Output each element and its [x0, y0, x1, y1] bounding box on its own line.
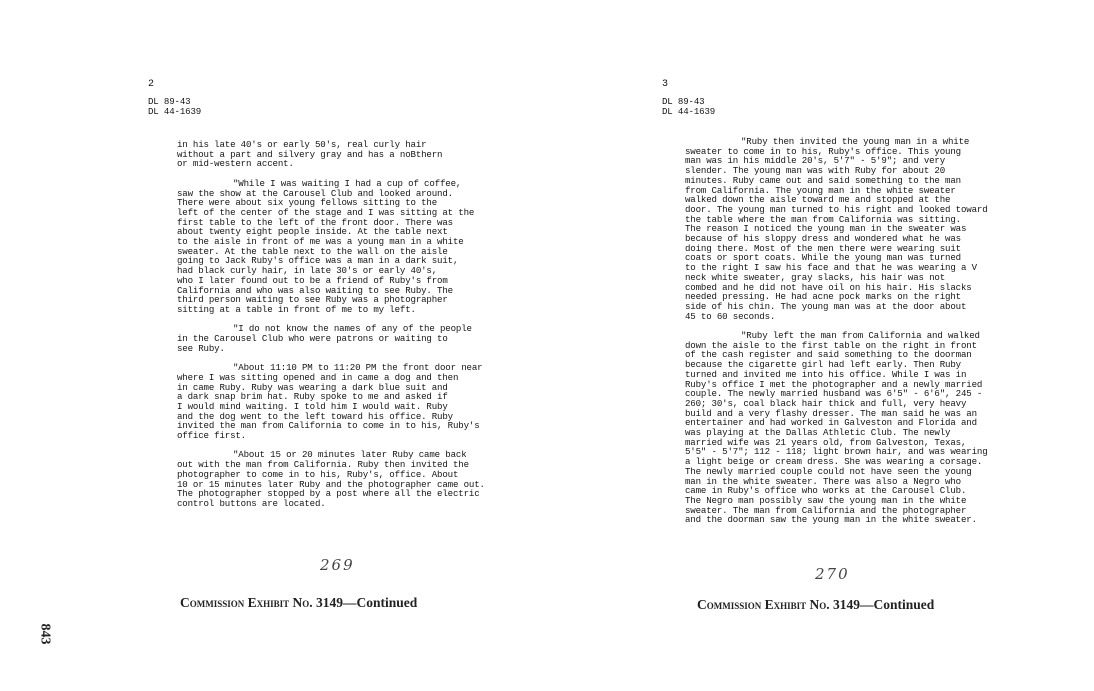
text-line: where I was sitting opened and in came a dog and then: [177, 371, 459, 383]
text-line: "Ruby then invited the young man in a white: [741, 136, 970, 147]
paragraph: [177, 140, 485, 169]
text-line: "About 11:10 PM to 11:20 PM the front door near: [233, 362, 483, 374]
text-line: Ruby's office I met the photographer and a newly married: [685, 378, 983, 390]
text-line: California and who was also waiting to see Ruby. The: [177, 284, 453, 296]
text-line: sweater. At the table next to the wall on the aisle: [177, 245, 448, 257]
text-line: came in Ruby's office who works at the Carousel Club.: [685, 485, 967, 497]
text-line: side of his chin. The young man was at the door about: [685, 300, 967, 312]
text-line: photographer to come in to his, Ruby's, office. About: [177, 468, 459, 480]
text-line: "Ruby left the man from California and walked: [741, 330, 980, 342]
page-number: 2: [148, 79, 154, 90]
text-line: coats or sport coats. While the young man was turned: [685, 252, 961, 264]
handwritten-page-number: 269: [320, 556, 355, 574]
text-line: turned and invited me into his office. While I was in: [685, 368, 967, 380]
text-line: in his late 40's or early 50's, real curly hair: [177, 139, 427, 150]
document-body: [685, 137, 988, 535]
text-line: The newly married couple could not have seen the young: [685, 465, 972, 477]
text-line: build and a very flashy dresser. The man said he was an: [685, 407, 977, 419]
text-line: man in the white sweater. There was also a Negro who: [685, 475, 961, 487]
text-line: couple. The newly married husband was 6'5" - 6'6", 245 -: [685, 388, 983, 400]
paragraph: [177, 324, 485, 353]
file-numbers: [662, 97, 715, 116]
text-line: 5'5" - 5'7"; 112 - 118; light brown hair, and was wearing: [685, 446, 988, 458]
exhibit-caption: Commission Exhibit No. 3149—Continued: [697, 597, 935, 612]
text-line: walked down the aisle toward me and stopped at the: [685, 194, 951, 206]
text-line: who I later found out to be a friend of Ruby's from: [177, 274, 448, 286]
text-line: in came Ruby. Ruby was wearing a dark blue suit and: [177, 381, 448, 393]
text-line: saw the show at the Carousel Club and looked around.: [177, 187, 453, 199]
text-line: had black curly hair, in late 30's or early 40's,: [177, 265, 438, 277]
text-line: The reason I noticed the young man in the sweater was: [685, 223, 967, 235]
right-page: [547, 0, 1094, 691]
text-line: neck white sweater, gray slacks, his hair was not: [685, 271, 946, 283]
text-line: to the aisle in front of me was a young man in a white: [177, 236, 464, 248]
file-number: DL 44-1639: [662, 105, 716, 117]
text-line: because the cigarette girl had left early. Then Ruby: [685, 359, 961, 371]
text-line: and the dog went to the left toward his office. Ruby: [177, 410, 453, 422]
paragraph: [685, 137, 988, 321]
text-line: door. The young man turned to his right and looked toward: [685, 203, 988, 215]
file-number: DL 44-1639: [148, 105, 202, 117]
page-number: 3: [662, 79, 668, 90]
text-line: of the cash register and said something to the doorman: [685, 349, 972, 361]
text-line: "About 15 or 20 minutes later Ruby came back: [233, 449, 467, 461]
text-line: first table to the left of the front door. There was: [177, 216, 453, 228]
text-line: because of his sloppy dress and wondered what he was: [685, 233, 961, 245]
text-line: There were about six young fellows sitting to the: [177, 197, 438, 209]
text-line: sitting at a table in front of me to my left.: [177, 303, 416, 315]
text-line: 10 or 15 minutes later Ruby and the photographer came out.: [177, 478, 485, 490]
paragraph: [177, 363, 485, 441]
exhibit-caption: Commission Exhibit No. 3149—Continued: [180, 595, 418, 610]
file-number: DL 89-43: [148, 96, 191, 107]
text-line: The Negro man possibly saw the young man in the white: [685, 495, 967, 506]
text-line: out with the man from California. Ruby then invited the: [177, 459, 469, 471]
volume-page-number: 843: [37, 623, 53, 645]
text-line: invited the man from California to come in to his, Ruby's: [177, 420, 480, 432]
text-line: and the doorman saw the young man in the white sweater.: [685, 514, 977, 526]
text-line: The photographer stopped by a post where all the electric: [177, 488, 480, 500]
text-line: doing there. Most of the men there were wearing suit: [685, 242, 961, 254]
text-line: sweater. The man from California and the photographer: [685, 504, 967, 516]
file-number: DL 89-43: [662, 96, 705, 107]
text-line: to the right I saw his face and that he was wearing a V: [685, 262, 977, 274]
text-line: third person waiting to see Ruby was a photographer: [177, 294, 448, 306]
text-line: 45 to 60 seconds.: [685, 310, 776, 322]
text-line: "While I was waiting I had a cup of coffee,: [233, 177, 462, 189]
text-line: a light beige or cream dress. She was wearing a corsage.: [685, 456, 983, 468]
text-line: combed and he did not have oil on his hair. His slacks: [685, 281, 972, 293]
text-line: 260; 30's, coal black hair thick and full, very heavy: [685, 397, 967, 409]
text-line: "I do not know the names of any of the people: [233, 323, 472, 335]
text-line: down the aisle to the first table on the right in front: [685, 339, 977, 351]
text-line: man was in his middle 20's, 5'7" - 5'9"; and very: [685, 155, 946, 167]
text-line: needed pressing. He had acne pock marks on the right: [685, 291, 961, 303]
text-line: office first.: [177, 430, 246, 442]
text-line: married wife was 21 years old, from Galveston, Texas,: [685, 436, 967, 448]
text-line: control buttons are located.: [177, 497, 326, 509]
text-line: the table where the man from California was sitting.: [685, 213, 961, 225]
text-line: about twenty eight people inside. At the table next: [177, 226, 448, 238]
text-line: sweater to come in to his, Ruby's office. This young: [685, 145, 961, 157]
text-line: a dark snap brim hat. Ruby spoke to me and asked if: [177, 391, 448, 403]
text-line: in the Carousel Club who were patrons or waiting to: [177, 333, 448, 345]
paragraph: [177, 450, 485, 508]
file-numbers: [148, 97, 201, 116]
handwritten-page-number: 270: [815, 565, 850, 583]
paragraph: [685, 331, 988, 525]
text-line: or mid-western accent.: [177, 158, 294, 170]
paragraph: [177, 179, 485, 315]
document-body: [177, 140, 485, 518]
text-line: minutes. Ruby came out and said something to the man: [685, 174, 961, 186]
text-line: going to Jack Ruby's office was a man in a dark suit,: [177, 255, 459, 267]
text-line: without a part and silvery gray and has a noBthern: [177, 148, 443, 160]
text-line: slender. The young man was with Ruby for about 20: [685, 165, 946, 177]
text-line: left of the center of the stage and I was sitting at the: [177, 206, 475, 218]
text-line: was playing at the Dallas Athletic Club. The newly: [685, 427, 951, 439]
text-line: from California. The young man in the white sweater: [685, 184, 956, 196]
text-line: I would mind waiting. I told him I would wait. Ruby: [177, 400, 448, 412]
text-line: entertainer and had worked in Galveston and Florida and: [685, 417, 977, 429]
text-line: see Ruby.: [177, 342, 225, 354]
